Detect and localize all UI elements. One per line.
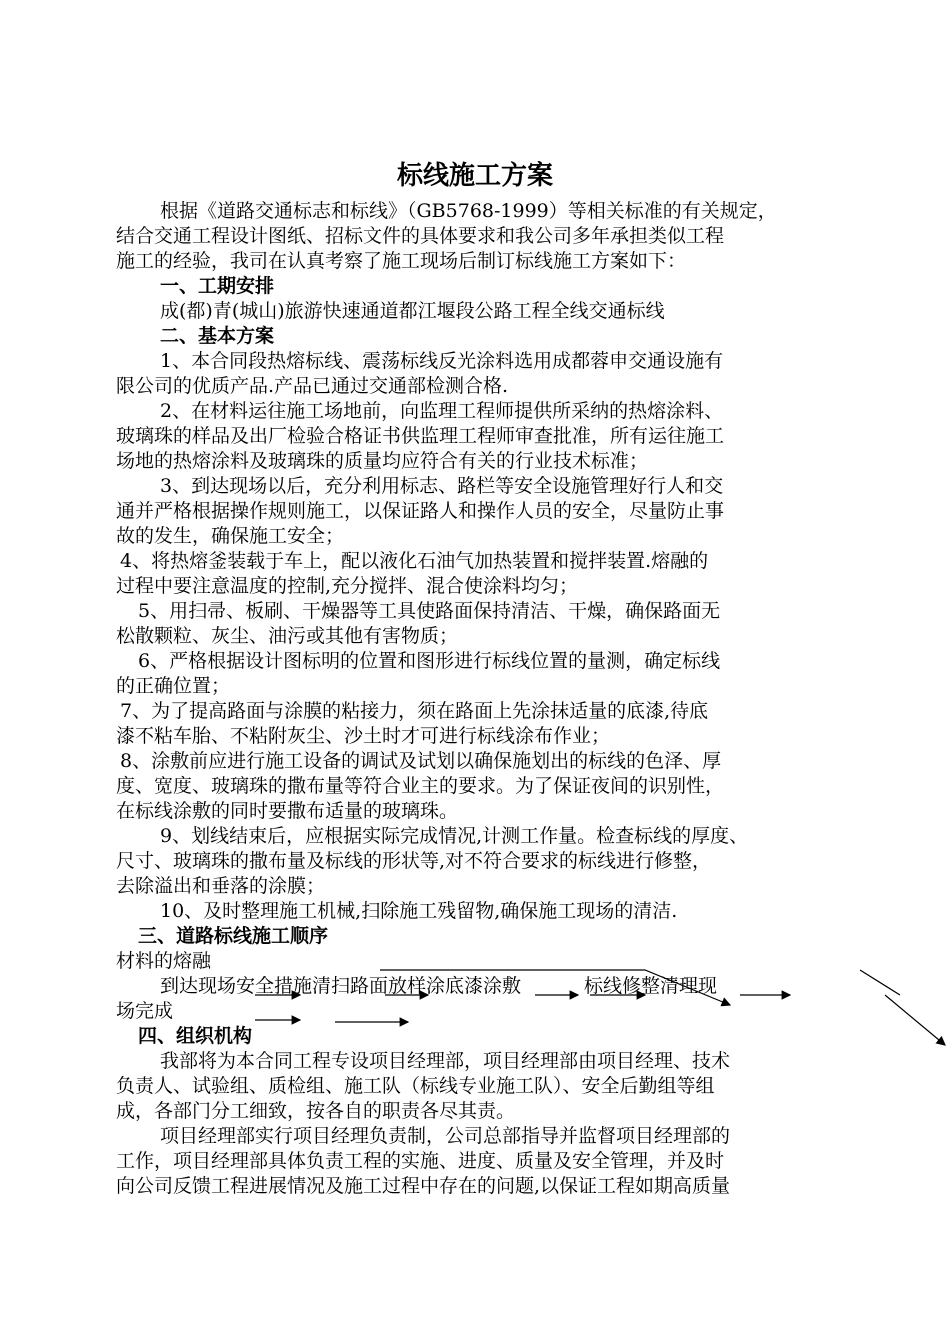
text-line: 的正确位置； bbox=[116, 675, 231, 697]
section-heading: 二、基本方案 bbox=[160, 325, 275, 347]
text-line: 10、及时整理施工机械,扫除施工残留物,确保施工现场的清洁. bbox=[160, 900, 678, 922]
text-line: 9、划线结束后，应根据实际完成情况,计测工作量。检查标线的厚度、 bbox=[160, 825, 749, 847]
text-line: 1、本合同段热熔标线、震荡标线反光涂料选用成都蓉申交通设施有 bbox=[160, 350, 724, 372]
text-line: 在标线涂敷的同时要撒布适量的玻璃珠。 bbox=[116, 800, 459, 822]
document-title: 标线施工方案 bbox=[396, 161, 553, 191]
text-line: 2、在材料运往施工场地前，向监理工程师提供所采纳的热熔涂料、 bbox=[160, 400, 724, 422]
text-line: 到达现场安全措施清扫路面放样涂底漆涂敷 标线修整清理现 bbox=[160, 975, 718, 997]
text-line: 7、为了提高路面与涂膜的粘接力，须在路面上先涂抹适量的底漆,待底 bbox=[120, 700, 709, 722]
text-line: 工作，项目经理部具体负责工程的实施、进度、质量及安全管理，并及时 bbox=[116, 1150, 725, 1172]
text-line: 5、用扫帚、板刷、干燥器等工具使路面保持清洁、干燥，确保路面无 bbox=[138, 600, 721, 622]
text-line: 限公司的优质产品.产品已通过交通部检测合格. bbox=[116, 375, 509, 397]
text-line: 玻璃珠的样品及出厂检验合格证书供监理工程师审查批准，所有运往施工 bbox=[116, 425, 725, 447]
text-line: 松散颗粒、灰尘、油污或其他有害物质； bbox=[116, 625, 459, 647]
text-line: 漆不粘车胎、不粘附灰尘、沙土时才可进行标线涂布作业； bbox=[116, 725, 611, 747]
flow-arrow bbox=[860, 970, 900, 995]
text-line: 去除溢出和垂落的涂膜； bbox=[116, 875, 326, 897]
text-line: 成，各部门分工细致，按各自的职责各尽其责。 bbox=[116, 1100, 516, 1122]
text-line: 施工的经验，我司在认真考察了施工现场后制订标线施工方案如下： bbox=[116, 250, 687, 272]
text-line: 4、将热熔釜装载于车上，配以液化石油气加热装置和搅拌装置.熔融的 bbox=[120, 550, 709, 572]
text-line: 度、宽度、玻璃珠的撒布量等符合业主的要求。为了保证夜间的识别性， bbox=[116, 775, 725, 797]
text-line: 项目经理部实行项目经理负责制，公司总部指导并监督项目经理部的 bbox=[160, 1125, 731, 1147]
text-line: 8、涂敷前应进行施工设备的调试及试划以确保施划出的标线的色泽、厚 bbox=[120, 750, 722, 772]
text-line: 结合交通工程设计图纸、招标文件的具体要求和我公司多年承担类似工程 bbox=[116, 225, 725, 247]
text-line: 场完成 bbox=[116, 1000, 174, 1022]
section-heading: 三、道路标线施工顺序 bbox=[138, 925, 329, 947]
text-line: 故的发生，确保施工安全； bbox=[116, 525, 345, 547]
text-line: 场地的热熔涂料及玻璃珠的质量均应符合有关的行业技术标准； bbox=[116, 450, 649, 472]
flow-arrow bbox=[885, 995, 945, 1045]
text-line: 根据《道路交通标志和标线》（GB5768-1999）等相关标准的有关规定， bbox=[160, 200, 777, 222]
text-line: 材料的熔融 bbox=[116, 950, 212, 972]
section-heading: 一、工期安排 bbox=[160, 275, 275, 297]
text-line: 我部将为本合同工程专设项目经理部，项目经理部由项目经理、技术 bbox=[160, 1050, 731, 1072]
text-line: 过程中要注意温度的控制,充分搅拌、混合使涂料均匀； bbox=[116, 575, 579, 597]
section-heading: 四、组织机构 bbox=[138, 1025, 253, 1047]
text-line: 6、严格根据设计图标明的位置和图形进行标线位置的量测，确定标线 bbox=[138, 650, 721, 672]
text-line: 3、到达现场以后，充分利用标志、路栏等安全设施管理好行人和交 bbox=[160, 475, 724, 497]
text-line: 负责人、试验组、质检组、施工队（标线专业施工队）、安全后勤组等组 bbox=[116, 1075, 715, 1097]
text-line: 通并严格根据操作规则施工，以保证路人和操作人员的安全，尽量防止事 bbox=[116, 500, 725, 522]
text-line: 成(都)青(城山)旅游快速通道都江堰段公路工程全线交通标线 bbox=[160, 300, 665, 322]
text-line: 尺寸、玻璃珠的撒布量及标线的形状等,对不符合要求的标线进行修整， bbox=[116, 850, 712, 872]
text-line: 向公司反馈工程进展情况及施工过程中存在的问题,以保证工程如期高质量 bbox=[116, 1175, 731, 1197]
